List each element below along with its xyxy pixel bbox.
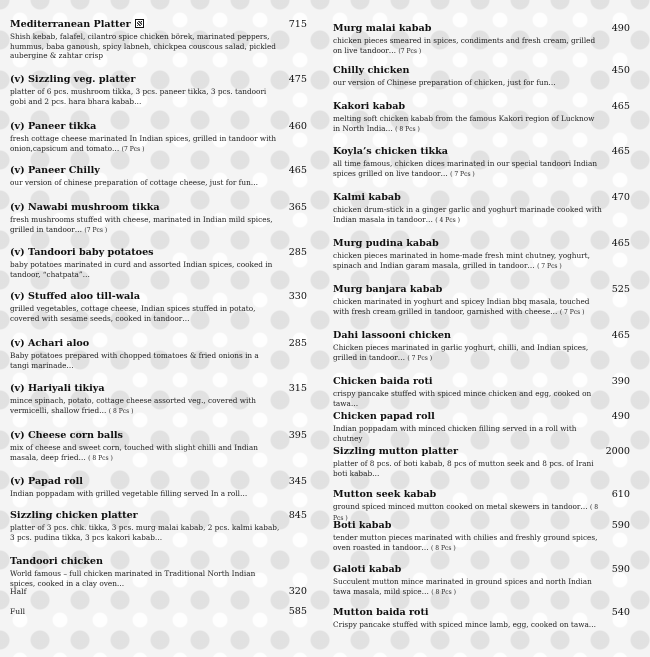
menu-item [333, 411, 633, 443]
item-name: Murg malai kabab [333, 23, 432, 34]
item-name: Mutton baida roti [333, 607, 429, 618]
item-name: Chicken baida roti [333, 376, 433, 387]
item-pieces: ( 8 Pcs ) [395, 125, 420, 133]
item-price: 330 [288, 291, 307, 302]
item-pieces: ( 7 Pcs ) [407, 354, 433, 362]
item-price: 465 [611, 238, 630, 249]
item-pieces: (7 Pcs ) [84, 226, 108, 234]
item-description: chicken drum-stick in a ginger garlic and yoghurt marinade cooked with Indian masala in tandoor… ( 4 Pcs ) [333, 205, 602, 224]
item-pieces: ( 7 Pcs ) [559, 308, 585, 316]
item-price: 490 [611, 411, 630, 422]
menu-item [333, 284, 633, 317]
item-price: 285 [288, 247, 307, 258]
item-price: 475 [288, 74, 307, 85]
item-pieces: (7 Pcs ) [121, 145, 145, 153]
menu-item [333, 65, 633, 88]
item-description: Crispy pancake stuffed with spiced mince lamb, egg, cooked on tawa… [333, 620, 597, 629]
menu-item [10, 476, 310, 499]
item-description: chicken marinated in yoghurt and spicey Indian bbq masala, touched with fresh cream grilled in tandoor, garnished with cheese… ( 7 Pcs ) [333, 297, 590, 316]
item-pieces: ( 7 Pcs ) [537, 262, 562, 270]
item-description: chicken pieces marinated in home-made fresh mint chutney, yoghurt, spinach and Indian garam masala, grilled in tandoor… ( 7 Pcs ) [333, 251, 590, 270]
menu-item [10, 121, 310, 154]
item-price: 465 [611, 330, 630, 341]
menu-item [10, 291, 310, 323]
item-description: crispy pancake stuffed with spiced mince chicken and egg, cooked on tawa… [333, 389, 592, 408]
menu-item [333, 23, 633, 56]
menu-item [10, 165, 310, 188]
item-pieces: ( 8 Pcs ) [88, 454, 113, 462]
item-pieces: ( 8 Pcs ) [431, 588, 456, 596]
item-name: Tandoori chicken [10, 556, 103, 567]
item-pieces: ( 7 Pcs ) [450, 170, 475, 178]
item-description: our version of chinese preparation of cottage cheese, just for fun… [10, 178, 259, 187]
item-name: Galoti kabab [333, 564, 402, 575]
menu-item [10, 338, 310, 370]
item-name: (v) Hariyali tikiya [10, 383, 105, 394]
menu-item [10, 202, 310, 235]
item-name: (v) Paneer tikka [10, 121, 97, 132]
portion-label: Full [10, 607, 26, 616]
item-description: tender mutton pieces marinated with chilies and freshly ground spices, oven roasted in tandoor… ( 8 Pcs ) [333, 533, 598, 552]
item-description: baby potatoes marinated in curd and assorted Indian spices, cooked in tandoor, “chatpata”… [10, 260, 273, 279]
item-price: 345 [288, 476, 307, 487]
item-name: Mutton seek kabab [333, 489, 437, 500]
item-price: 285 [288, 338, 307, 349]
item-pieces: ( 8 Pcs ) [333, 504, 599, 522]
menu-item [333, 564, 633, 597]
special-mark-icon [135, 19, 144, 28]
item-description: grilled vegetables, cottage cheese, Indian spices stuffed in potato, covered with sesame seeds, cooked in tandoor… [10, 304, 256, 323]
item-description: Shish kebab, falafel, cilantro spice chicken börek, marinated peppers, hummus, baba ganoush, spicy labneh, chickpea couscous salad, pickled aubergine & zahtar crisp [10, 32, 276, 61]
item-description: World famous – full chicken marinated in Traditional North Indian spices, cooked in a clay oven… [10, 569, 256, 588]
portion-label: Half [10, 587, 27, 596]
item-name: Kalmi kabab [333, 192, 401, 203]
item-price: 315 [288, 383, 307, 394]
item-name: Sizzling mutton platter [333, 446, 459, 457]
item-price: 450 [611, 65, 630, 76]
item-description: platter of 8 pcs. of boti kabab, 8 pcs of mutton seek and 8 pcs. of Irani boti kabab… [333, 459, 594, 478]
item-price: 525 [611, 284, 630, 295]
item-name: (v) Achari aloo [10, 338, 90, 349]
menu-item [10, 556, 310, 588]
menu-item [333, 330, 633, 363]
item-name: (v) Stuffed aloo till-wala [10, 291, 141, 302]
menu-item [10, 510, 310, 542]
item-name: (v) Cheese corn balls [10, 430, 123, 441]
item-name: Kakori kabab [333, 101, 406, 112]
portion-row [10, 607, 310, 617]
item-name: Sizzling chicken platter [10, 510, 138, 521]
item-pieces: (7 Pcs ) [398, 47, 422, 55]
item-name: (v) Nawabi mushroom tikka [10, 202, 160, 213]
item-description: fresh mushrooms stuffed with cheese, marinated in Indian mild spices, grilled in tandoor… (7 Pcs ) [10, 215, 273, 234]
portion-row [10, 587, 310, 597]
item-description: ground spiced minced mutton cooked on metal skewers in tandoor… ( 8 Pcs ) [333, 502, 599, 522]
menu-item [333, 520, 633, 553]
item-description: melting soft chicken kabab from the famous Kakori region of Lucknow in North India… ( 8 Pcs ) [333, 114, 595, 133]
item-name: Dahi lassooni chicken [333, 330, 451, 341]
item-name: (v) Sizzling veg. platter [10, 74, 136, 85]
item-name: Murg pudina kabab [333, 238, 439, 249]
menu-item [333, 446, 633, 478]
menu-item [333, 376, 633, 408]
item-price: 465 [611, 101, 630, 112]
item-name: Chicken papad roll [333, 411, 435, 422]
item-description: platter of 3 pcs. chk. tikka, 3 pcs. murg malai kabab, 2 pcs. kalmi kabab, 3 pcs. pudina tikka, 3 pcs kakori kabab… [10, 523, 280, 542]
item-name: (v) Tandoori baby potatoes [10, 247, 154, 258]
item-price: 590 [611, 564, 630, 575]
item-description: Indian poppadam with grilled vegetable filling served In a roll… [10, 489, 248, 498]
item-price: 610 [611, 489, 630, 500]
item-description: Baby potatoes prepared with chopped tomatoes & fried onions in a tangi marinade… [10, 351, 259, 370]
item-pieces: ( 8 Pcs ) [108, 407, 134, 415]
item-description: mince spinach, potato, cottage cheese assorted veg., covered with vermicelli, shallow fried… ( 8 Pcs ) [10, 396, 256, 415]
menu-item [10, 383, 310, 416]
item-price: 715 [288, 19, 307, 30]
menu-item [333, 607, 633, 630]
item-name: Chilly chicken [333, 65, 410, 76]
menu-item [10, 74, 310, 106]
portion-price: 320 [288, 586, 307, 597]
item-description: Succulent mutton mince marinated in ground spices and north Indian tawa masala, mild spice… ( 8 Pcs ) [333, 577, 592, 596]
item-price: 465 [288, 165, 307, 176]
item-price: 460 [288, 121, 307, 132]
item-name: (v) Papad roll [10, 476, 83, 487]
item-description: Indian poppadam with minced chicken filling served in a roll with chutney [333, 424, 577, 443]
item-description: platter of 6 pcs. mushroom tikka, 3 pcs. paneer tikka, 3 pcs. tandoori gobi and 2 pcs. hara bhara kabab… [10, 87, 267, 106]
menu-item [333, 489, 633, 523]
item-price: 845 [288, 510, 307, 521]
item-price: 540 [611, 607, 630, 618]
menu-item [333, 101, 633, 134]
item-price: 365 [288, 202, 307, 213]
item-pieces: ( 4 Pcs ) [435, 216, 460, 224]
item-name: Mediterranean Platter [10, 19, 310, 31]
item-price: 470 [611, 192, 630, 203]
menu-item [333, 238, 633, 271]
item-description: mix of cheese and sweet corn, touched with slight chilli and Indian masala, deep fried… ( 8 Pcs ) [10, 443, 258, 462]
item-price: 590 [611, 520, 630, 531]
menu-item [333, 192, 633, 225]
item-name: Murg banjara kabab [333, 284, 443, 295]
item-description: fresh cottage cheese marinated In Indian spices, grilled in tandoor with onion,capsicum and tomato… (7 Pcs ) [10, 134, 277, 153]
item-name: Koyla’s chicken tikka [333, 146, 448, 157]
item-description: all time famous, chicken dices marinated in our special tandoori Indian spices grilled on live tandoor… ( 7 Pcs ) [333, 159, 598, 178]
item-pieces: ( 8 Pcs ) [430, 544, 456, 552]
item-price: 395 [288, 430, 307, 441]
item-price: 390 [611, 376, 630, 387]
menu-item [10, 430, 310, 463]
item-price: 465 [611, 146, 630, 157]
portion-price: 585 [288, 606, 307, 617]
menu-item [333, 146, 633, 179]
item-description: Chicken pieces marinated in garlic yoghurt, chilli, and Indian spices, grilled in tandoor… ( 7 Pcs ) [333, 343, 589, 362]
menu-item [10, 19, 310, 61]
item-name: (v) Paneer Chilly [10, 165, 100, 176]
item-name: Boti kabab [333, 520, 392, 531]
item-price: 2000 [605, 446, 630, 457]
menu-item [10, 247, 310, 279]
item-price: 490 [611, 23, 630, 34]
item-description: chicken pieces smeared in spices, condiments and fresh cream, grilled on live tandoor… (7 Pcs ) [333, 36, 596, 55]
item-description: our version of Chinese preparation of chicken, just for fun… [333, 78, 556, 87]
